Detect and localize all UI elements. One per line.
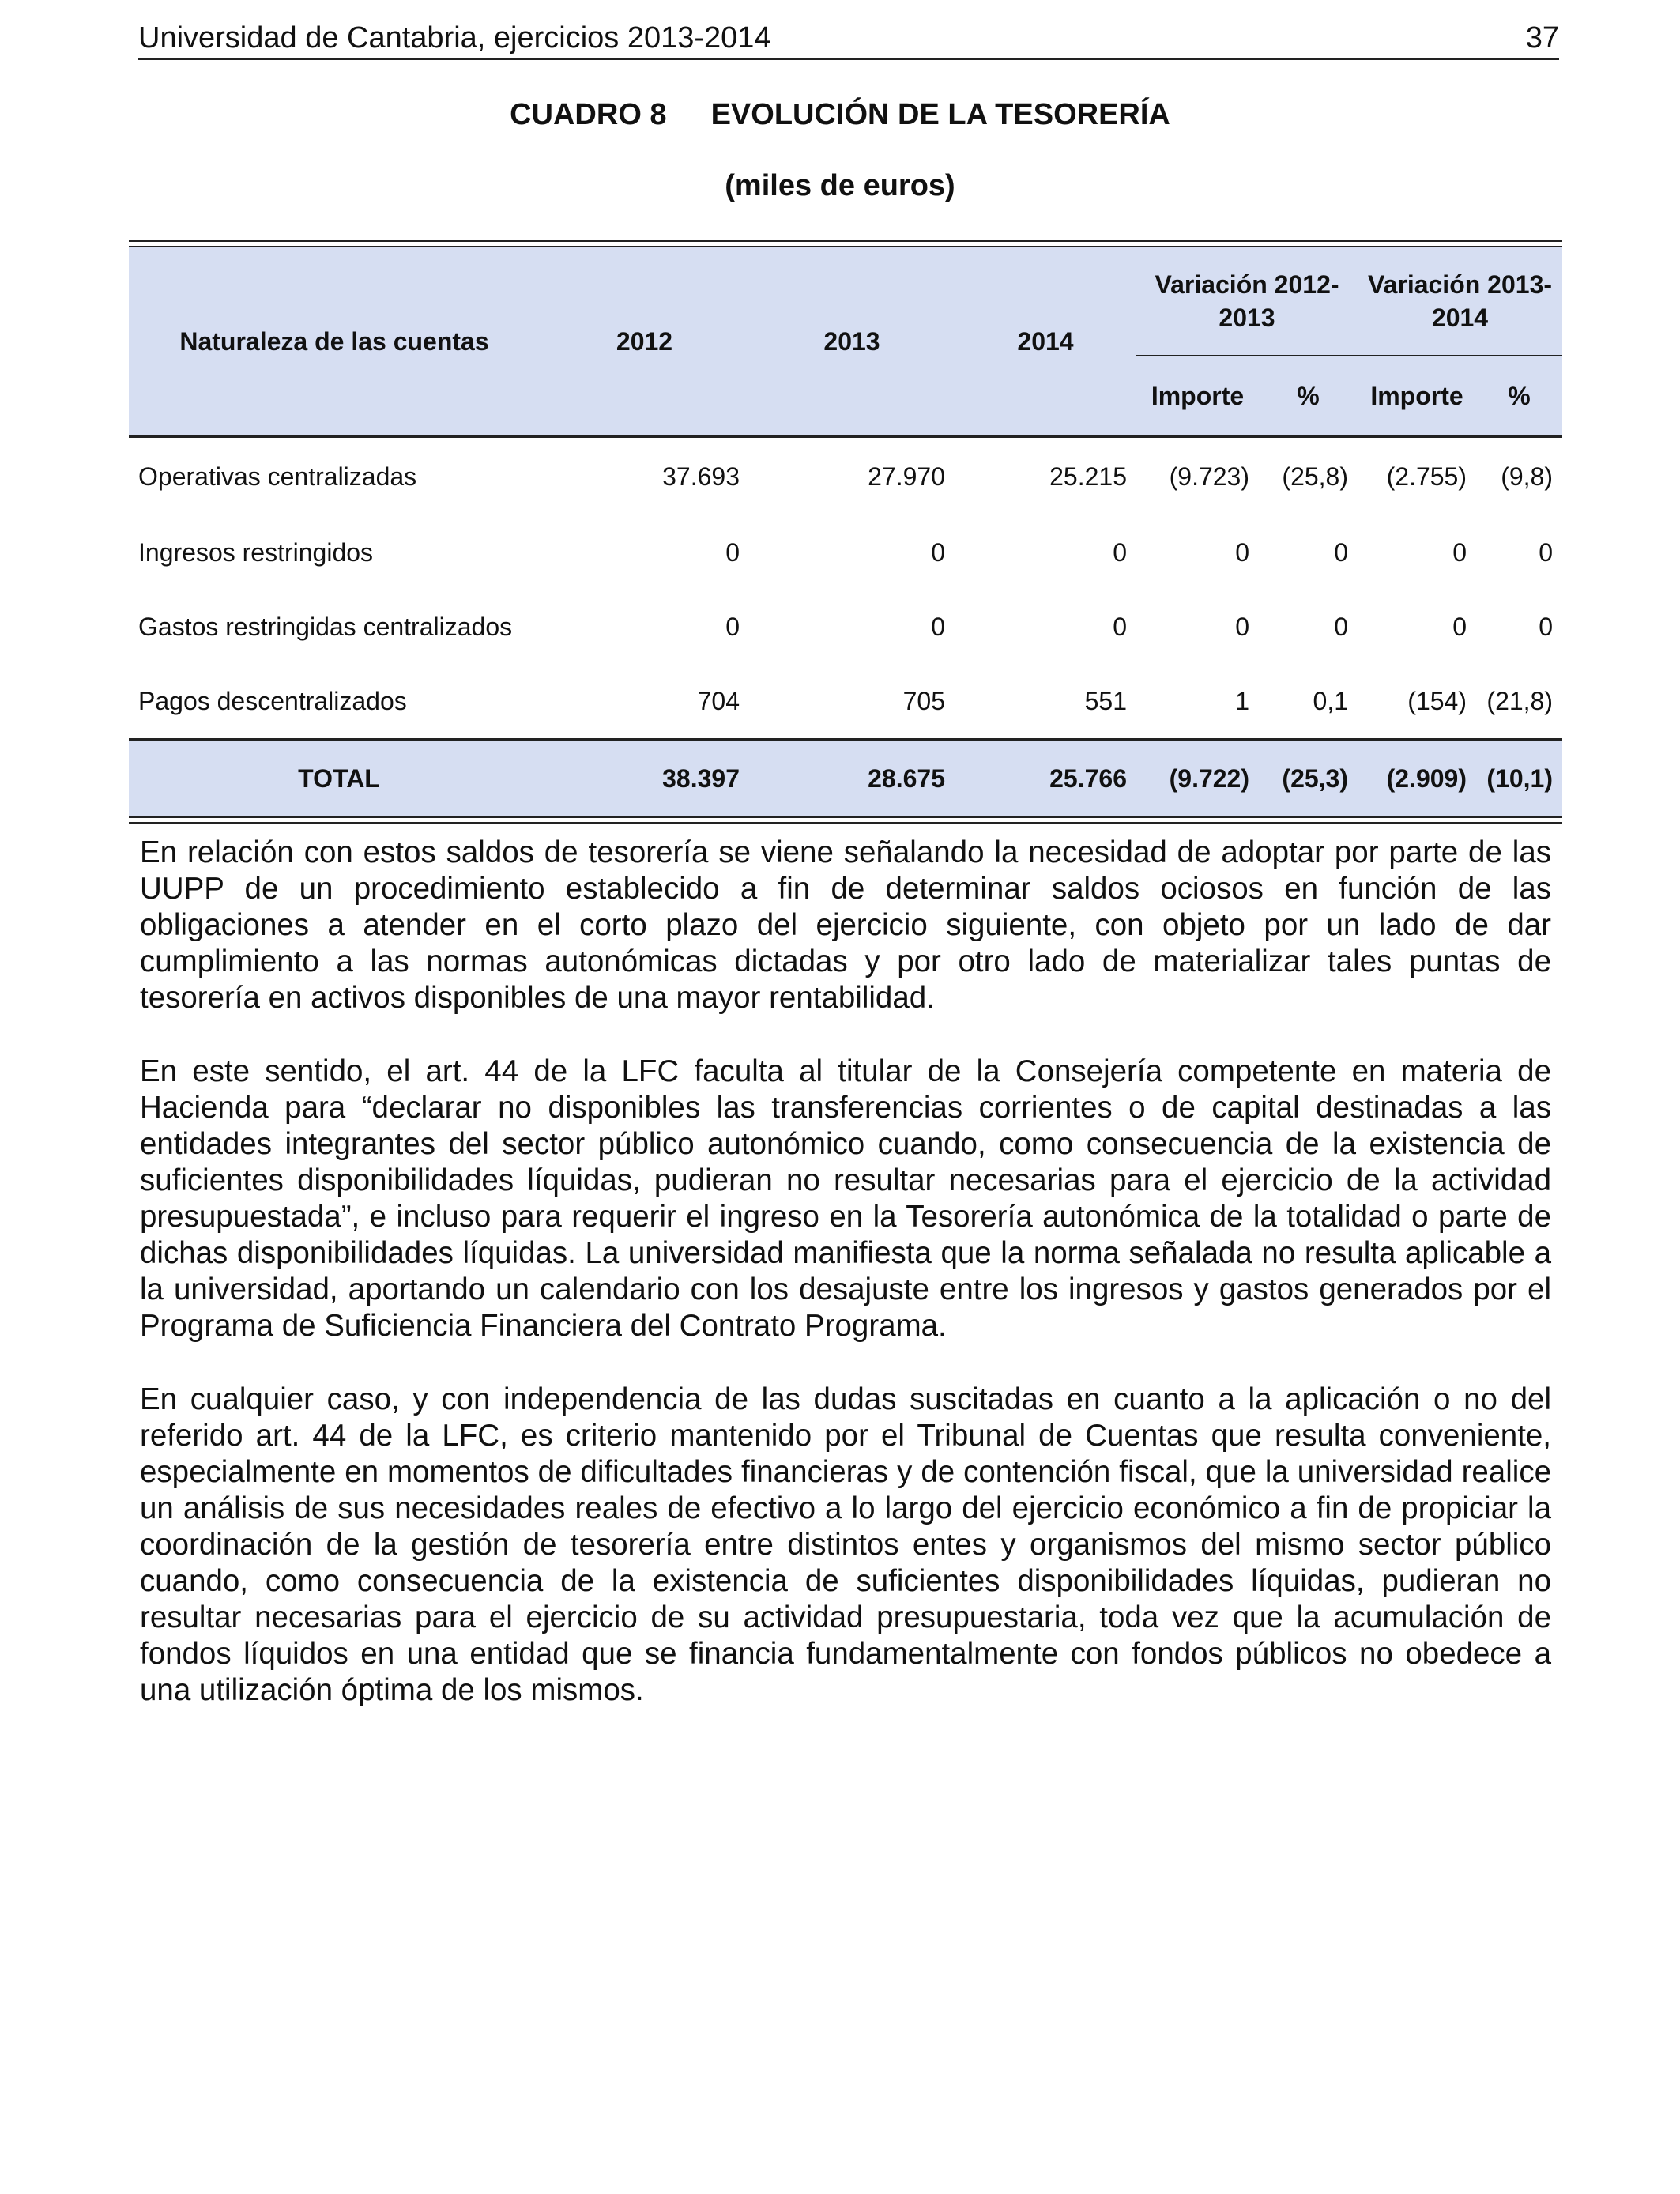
cell-importe-2: 0 xyxy=(1452,537,1467,567)
cell-pct-2: 0 xyxy=(1539,537,1553,567)
cell-2013: 27.970 xyxy=(749,437,955,516)
table-title xyxy=(0,98,1680,132)
table-row xyxy=(129,590,1562,664)
cell-importe-1: 0 xyxy=(1235,537,1249,567)
page-number: 37 xyxy=(1525,21,1559,55)
page-header xyxy=(138,14,1559,60)
cell-2014: 25.215 xyxy=(955,437,1136,516)
treasury-table xyxy=(129,240,1562,824)
header-naturaleza: Naturaleza de las cuentas xyxy=(129,247,540,437)
cell-2012: 0 xyxy=(725,612,740,641)
table-bottom-rule xyxy=(129,816,1562,824)
cell-pct-2: 0 xyxy=(1539,612,1553,641)
total-pct-2: (10,1) xyxy=(1476,740,1562,817)
cell-pct-2: (9,8) xyxy=(1476,437,1562,516)
cell-importe-1: 0 xyxy=(1235,612,1249,641)
table-row xyxy=(129,515,1562,590)
table-row xyxy=(129,437,1562,516)
total-2013: 28.675 xyxy=(749,740,955,817)
header-pct-2: % xyxy=(1476,356,1562,437)
table-title-text: EVOLUCIÓN DE LA TESORERÍA xyxy=(710,98,1170,131)
row-name: Pagos descentralizados xyxy=(138,686,407,715)
header-importe-1: Importe xyxy=(1136,356,1259,437)
total-2012: 38.397 xyxy=(540,740,749,817)
row-name: Gastos restringidas centralizados xyxy=(138,612,513,641)
cell-pct-1: 0,1 xyxy=(1313,686,1348,715)
paragraph: En este sentido, el art. 44 de la LFC faculta al titular de la Consejería competente en materia de Hacienda para “declarar no disponibles las transferencias corrientes o de capital destinadas a las entidades integrantes del sector público autonómico cuando, como consecuencia de la existencia de suficientes disponibilidades líquidas, pudieran no resultar necesarias para el ejercicio de la actividad presupuestada”, e incluso para requerir el ingreso en la Tesorería autonómica de la totalidad o parte de dichas disponibilidades líquidas. La universidad manifiesta que la norma señalada no resulta aplicable a la universidad, aportando un calendario con los desajuste entre los ingresos y gastos generados por el Programa de Suficiencia Financiera del Contrato Programa. xyxy=(140,1054,1551,1343)
header-2012: 2012 xyxy=(540,247,749,437)
cell-pct-1: 0 xyxy=(1334,612,1348,641)
table-top-rule xyxy=(129,240,1562,247)
cell-pct-1: (25,8) xyxy=(1259,437,1358,516)
header-importe-2: Importe xyxy=(1358,356,1476,437)
cell-importe-2: 0 xyxy=(1452,612,1467,641)
cell-importe-1: 1 xyxy=(1235,686,1249,715)
cell-2013: 0 xyxy=(931,537,945,567)
total-importe-1: (9.722) xyxy=(1136,740,1259,817)
body-text xyxy=(140,835,1551,1746)
cell-importe-1: (9.723) xyxy=(1136,437,1259,516)
cell-2014: 551 xyxy=(1084,686,1127,715)
row-name: Ingresos restringidos xyxy=(138,537,374,567)
total-importe-2: (2.909) xyxy=(1358,740,1476,817)
cell-2012: 37.693 xyxy=(540,437,749,516)
table-number: CUADRO 8 xyxy=(510,98,667,131)
cell-2012: 704 xyxy=(697,686,740,715)
cell-pct-2: (21,8) xyxy=(1486,686,1553,715)
cell-importe-2: (2.755) xyxy=(1358,437,1476,516)
header-variacion-2013-2014: Variación 2013-2014 xyxy=(1358,247,1562,356)
cell-2014: 0 xyxy=(1113,612,1127,641)
total-row xyxy=(129,740,1562,817)
paragraph: En cualquier caso, y con independencia de las dudas suscitadas en cuanto a la aplicación o no del referido art. 44 de la LFC, es criterio mantenido por el Tribunal de Cuentas que resulta conveniente, especialmente en momentos de dificultades financieras y de contención fiscal, que la universidad realice un análisis de sus necesidades reales de efectivo a lo largo del ejercicio económico a fin de propiciar la coordinación de la gestión de tesorería entre distintos entes y organismos del mismo sector público cuando, como consecuencia de la existencia de suficientes disponibilidades líquidas, pudieran no resultar necesarias para el ejercicio de su actividad presupuestaria, toda vez que la acumulación de fondos líquidos en una entidad que se financia fundamentalmente con fondos públicos no obedece a una utilización óptima de los mismos. xyxy=(140,1382,1551,1707)
cell-2013: 0 xyxy=(931,612,945,641)
table-row xyxy=(129,664,1562,740)
cell-2012: 0 xyxy=(725,537,740,567)
table-subtitle: (miles de euros) xyxy=(725,169,955,202)
total-pct-1: (25,3) xyxy=(1259,740,1358,817)
cell-pct-1: 0 xyxy=(1334,537,1348,567)
header-2013: 2013 xyxy=(749,247,955,437)
header-2014: 2014 xyxy=(955,247,1136,437)
header-pct-1: % xyxy=(1259,356,1358,437)
total-label: TOTAL xyxy=(129,740,540,817)
header-variacion-2012-2013: Variación 2012-2013 xyxy=(1136,247,1358,356)
cell-2014: 0 xyxy=(1113,537,1127,567)
cell-importe-2: (154) xyxy=(1407,686,1467,715)
header-title: Universidad de Cantabria, ejercicios 2013-2014 xyxy=(138,21,771,55)
total-2014: 25.766 xyxy=(955,740,1136,817)
paragraph: En relación con estos saldos de tesorería se viene señalando la necesidad de adoptar por parte de las UUPP de un procedimiento establecido a fin de determinar saldos ociosos en función de las obligaciones a atender en el corto plazo del ejercicio siguiente, con objeto por un lado de dar cumplimiento a las normas autonómicas dictadas y por otro lado de materializar tales puntas de tesorería en activos disponibles de una mayor rentabilidad. xyxy=(140,835,1551,1015)
cell-2013: 705 xyxy=(902,686,945,715)
row-name: Operativas centralizadas xyxy=(129,437,540,516)
